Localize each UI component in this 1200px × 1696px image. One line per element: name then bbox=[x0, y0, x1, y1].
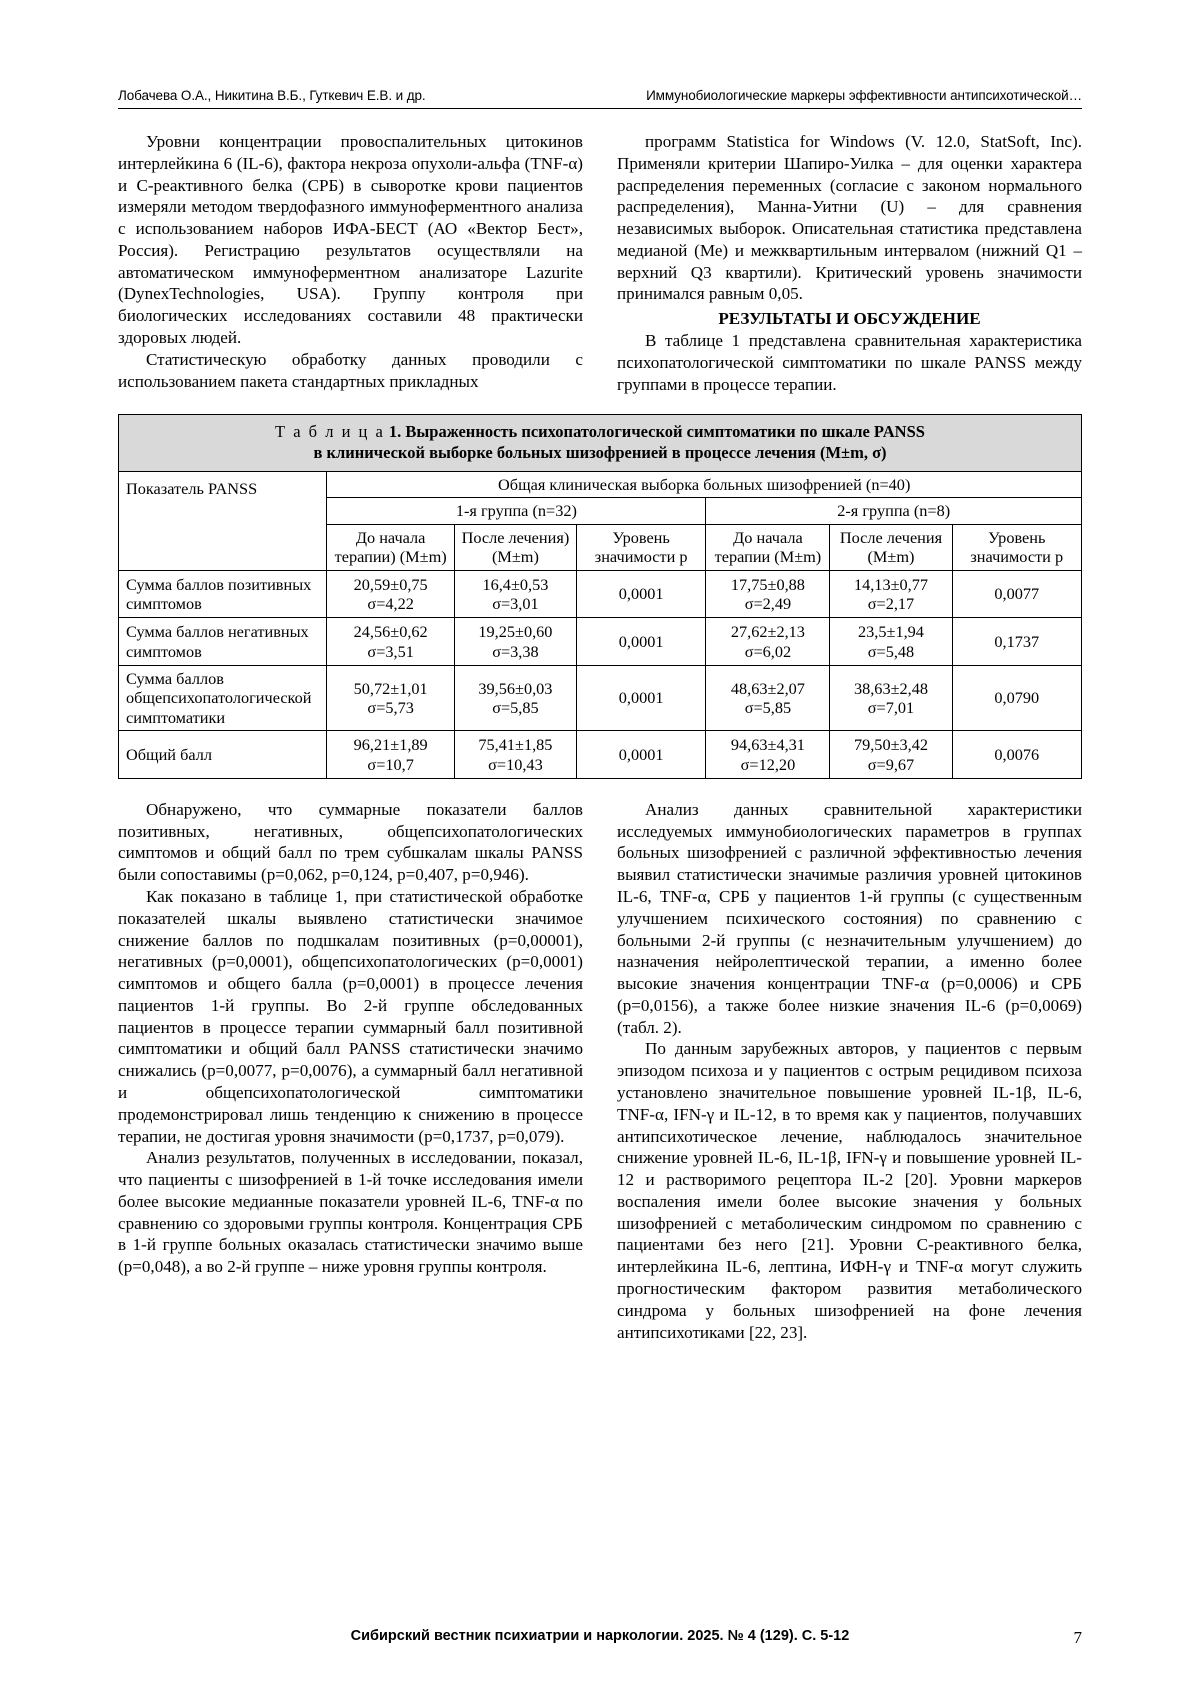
cell-value: 20,59±0,75 bbox=[353, 574, 428, 594]
paragraph: Статистическую обработку данных проводили с использованием пакета стандартных прикладных bbox=[118, 349, 583, 391]
paragraph: В таблице 1 представлена сравнительная характеристика психопатологической симптоматики по шкале PANSS между группами в процессе терапии. bbox=[617, 331, 1082, 395]
cell-value: 16,4±0,53 bbox=[482, 574, 549, 594]
cell-sigma: σ=6,02 bbox=[744, 641, 792, 661]
row-label: Сумма баллов общепсихопатологической симптоматики bbox=[119, 665, 327, 731]
top-left-column bbox=[118, 131, 583, 392]
cell-value: 27,62±2,13 bbox=[730, 622, 805, 642]
header-g2-p: Уровень значимости р bbox=[952, 524, 1082, 570]
bottom-right-column bbox=[617, 799, 1082, 1344]
cell-g2-before bbox=[706, 570, 830, 617]
cell-value: 94,63±4,31 bbox=[730, 735, 805, 755]
table-caption-line1: Выраженность психопатологической симптоматики по шкале PANSS bbox=[405, 421, 925, 441]
table-row bbox=[119, 570, 1082, 617]
paragraph: программ Statistica for Windows (V. 12.0, StatSoft, Inc). Применяли критерии Шапиро-Уилка – для оценки характера распределения переменных (согласие с законом нормального распределения), Манна-Уитни (U) – для сравнения независимых выборок. Описательная статистика представлена медианой (Ме) и межквартильным интервалом (нижний Q1 – верхний Q3 квартили). Критический уровень значимости принимался равным 0,05. bbox=[617, 132, 1082, 304]
paragraph: Как показано в таблице 1, при статистической обработке показателей шкалы выявлено статистически значимое снижение баллов по подшкалам позитивных (р=0,00001), негативных (р=0,0001), общепсихопатологических (р=0,0001) симптомов и общего балла (р=0,0001) в процессе лечения пациентов 1-й группы. Во 2-й группе обследованных пациентов в процессе терапии суммарный балл позитивной симптоматики и общий балл PANSS статистически значимо снижались (р=0,0077, р=0,0076), а суммарный балл негативной и общепсихопатологической симптоматики продемонстрировал лишь тенденцию к снижению в процессе терапии, не достигая уровня значимости (р=0,1737, р=0,079). bbox=[118, 886, 583, 1146]
cell-sigma: σ=12,20 bbox=[740, 754, 796, 774]
cell-value: 75,41±1,85 bbox=[478, 735, 553, 755]
header-indicator: Показатель PANSS bbox=[119, 471, 327, 570]
table-row bbox=[119, 731, 1082, 778]
cell-value: 50,72±1,01 bbox=[353, 678, 428, 698]
cell-value: 23,5±1,94 bbox=[858, 622, 924, 642]
header-group-2: 2-я группа (n=8) bbox=[706, 498, 1082, 525]
header-g2-before: До начала терапии (М±m) bbox=[706, 524, 830, 570]
cell-sigma: σ=9,67 bbox=[867, 754, 915, 774]
cell-value: 17,75±0,88 bbox=[730, 574, 805, 594]
journal-citation: Сибирский вестник психиатрии и наркологии. 2025. № 4 (129). С. 5-12 bbox=[350, 1628, 850, 1644]
cell-sigma: σ=4,22 bbox=[367, 594, 414, 614]
cell-g1-after bbox=[454, 618, 576, 665]
cell-g2-p: 0,1737 bbox=[952, 618, 1082, 665]
cell-value: 48,63±2,07 bbox=[730, 678, 805, 698]
cell-sigma: σ=5,73 bbox=[367, 698, 414, 718]
cell-sigma: σ=10,7 bbox=[367, 754, 414, 774]
table-caption-line2: в клинической выборке больных шизофренией в процессе лечения (M±m, σ) bbox=[313, 443, 887, 463]
running-head bbox=[118, 88, 1082, 109]
cell-value: 39,56±0,03 bbox=[478, 678, 553, 698]
section-heading-results: РЕЗУЛЬТАТЫ И ОБСУЖДЕНИЕ bbox=[718, 309, 981, 329]
cell-g1-p: 0,0001 bbox=[576, 731, 705, 778]
header-g1-after: После лечения) (М±m) bbox=[454, 524, 576, 570]
cell-sigma: σ=2,17 bbox=[867, 594, 915, 614]
cell-g1-before bbox=[327, 570, 455, 617]
cell-sigma: σ=5,85 bbox=[744, 698, 792, 718]
cell-value: 38,63±2,48 bbox=[853, 678, 929, 698]
page-footer bbox=[118, 1628, 1082, 1647]
header-group-1: 1-я группа (n=32) bbox=[327, 498, 706, 525]
cell-g1-after bbox=[454, 731, 576, 778]
table-panss bbox=[118, 471, 1082, 779]
cell-sigma: σ=10,43 bbox=[488, 754, 543, 774]
bottom-columns bbox=[118, 799, 1082, 1344]
cell-sigma: σ=5,48 bbox=[867, 641, 915, 661]
cell-value: 19,25±0,60 bbox=[478, 622, 553, 642]
cell-g2-before bbox=[706, 618, 830, 665]
cell-g1-p: 0,0001 bbox=[576, 618, 705, 665]
header-g2-after: После лечения (М±m) bbox=[830, 524, 952, 570]
cell-g2-before bbox=[706, 665, 830, 731]
cell-value: 14,13±0,77 bbox=[853, 574, 929, 594]
cell-g1-before bbox=[327, 665, 455, 731]
cell-value: 96,21±1,89 bbox=[353, 735, 428, 755]
cell-g2-p: 0,0790 bbox=[952, 665, 1082, 731]
table-caption bbox=[118, 414, 1082, 471]
bottom-left-column bbox=[118, 799, 583, 1278]
cell-sigma: σ=3,01 bbox=[492, 594, 539, 614]
cell-sigma: σ=5,85 bbox=[492, 698, 539, 718]
table-row bbox=[119, 618, 1082, 665]
running-head-authors: Лобачева О.А., Никитина В.Б., Гуткевич Е.В. и др. bbox=[118, 88, 426, 103]
header-g1-p: Уровень значимости р bbox=[576, 524, 705, 570]
header-sample-total: Общая клиническая выборка больных шизофренией (n=40) bbox=[327, 471, 1082, 498]
cell-g2-after bbox=[830, 665, 952, 731]
cell-g2-after bbox=[830, 570, 952, 617]
cell-g1-before bbox=[327, 618, 455, 665]
cell-sigma: σ=2,49 bbox=[744, 594, 792, 614]
row-label: Сумма баллов позитивных симптомов bbox=[119, 570, 327, 617]
table-caption-lead: Т а б л и ц а bbox=[275, 421, 385, 441]
cell-sigma: σ=3,51 bbox=[367, 641, 414, 661]
paragraph: По данным зарубежных авторов, у пациентов с первым эпизодом психоза и у пациентов с острым рецидивом психоза установлено значительное повышение уровней IL-1β, IL-6, TNF-α, IFN-γ и IL-12, в то время как у пациентов, получавших антипсихотическое лечение, наблюдалось значительное снижение уровней IL-6, IL-1β, IFN-γ и повышение уровней IL-12 и растворимого рецептора IL-2 [20]. Уровни маркеров воспаления имели более высокие значения у больных шизофренией с метаболическим синдромом по сравнению с пациентами без него [21]. Уровни С-реактивного белка, интерлейкина IL-6, лептина, ИФН-γ и TNF-α могут служить прогностическим фактором развития метаболического синдрома у больных шизофренией на фоне лечения антипсихотиками [22, 23]. bbox=[617, 1039, 1082, 1342]
cell-value: 79,50±3,42 bbox=[853, 735, 929, 755]
cell-g1-after bbox=[454, 570, 576, 617]
cell-g2-after bbox=[830, 731, 952, 778]
cell-g1-p: 0,0001 bbox=[576, 665, 705, 731]
table-header-row-1 bbox=[119, 471, 1082, 498]
cell-sigma: σ=7,01 bbox=[867, 698, 915, 718]
paragraph: Уровни концентрации провоспалительных цитокинов интерлейкина 6 (IL-6), фактора некроза опухоли-альфа (TNF-α) и С-реактивного белка (СРБ) в сыворотке крови пациентов измеряли методом твердофазного иммуноферментного анализа с использованием наборов ИФА-БЕСТ (АО «Вектор Бест», Россия). Регистрацию результатов осуществляли на автоматическом иммуноферментном анализаторе Lazurite (DynexTechnologies, USA). Группу контроля при биологических исследованиях составили 48 практически здоровых людей. bbox=[118, 132, 583, 348]
table-caption-number: 1. bbox=[388, 421, 402, 441]
cell-g1-before bbox=[327, 731, 455, 778]
row-label: Общий балл bbox=[119, 731, 327, 778]
paragraph: Анализ данных сравнительной характеристики исследуемых иммунобиологических параметров в группах больных шизофренией с различной эффективностью лечения выявил статистически значимые различия уровней цитокинов IL-6, TNF-α, СРБ у пациентов 1-й группы (с существенным улучшением психического состояния) по сравнению с больными 2-й группы (с незначительным улучшением) до назначения нейролептической терапии, а именно более высокие значения концентрации TNF-α (р=0,0006) и СРБ (р=0,0156), а также более низкие значения IL-6 (р=0,0069) (табл. 2). bbox=[617, 799, 1082, 1037]
cell-g2-p: 0,0076 bbox=[952, 731, 1082, 778]
top-right-column bbox=[617, 131, 1082, 396]
header-g1-before: До начала терапии) (М±m) bbox=[327, 524, 455, 570]
cell-g2-before bbox=[706, 731, 830, 778]
table-row bbox=[119, 665, 1082, 731]
row-label: Сумма баллов негативных симптомов bbox=[119, 618, 327, 665]
cell-value: 24,56±0,62 bbox=[353, 622, 428, 642]
cell-sigma: σ=3,38 bbox=[492, 641, 539, 661]
page-number: 7 bbox=[1073, 1628, 1082, 1647]
cell-g1-after bbox=[454, 665, 576, 731]
running-head-title: Иммунобиологические маркеры эффективности антипсихотической… bbox=[646, 88, 1082, 103]
cell-g2-p: 0,0077 bbox=[952, 570, 1082, 617]
top-columns bbox=[118, 131, 1082, 396]
paragraph: Обнаружено, что суммарные показатели баллов позитивных, негативных, общепсихопатологических симптомов и общий балл по трем субшкалам шкалы PANSS были сопоставимы (р=0,062, р=0,124, р=0,407, р=0,946). bbox=[118, 799, 583, 885]
cell-g1-p: 0,0001 bbox=[576, 570, 705, 617]
cell-g2-after bbox=[830, 618, 952, 665]
paragraph: Анализ результатов, полученных в исследовании, показал, что пациенты с шизофренией в 1-й точке исследования имели более высокие медианные показатели уровней IL-6, TNF-α по сравнению со здоровыми группы контроля. Концентрация СРБ в 1-й группе больных оказалась статистически значимо выше (р=0,048), а во 2-й группе – ниже уровня группы контроля. bbox=[118, 1148, 583, 1277]
table-1-block bbox=[118, 414, 1082, 779]
